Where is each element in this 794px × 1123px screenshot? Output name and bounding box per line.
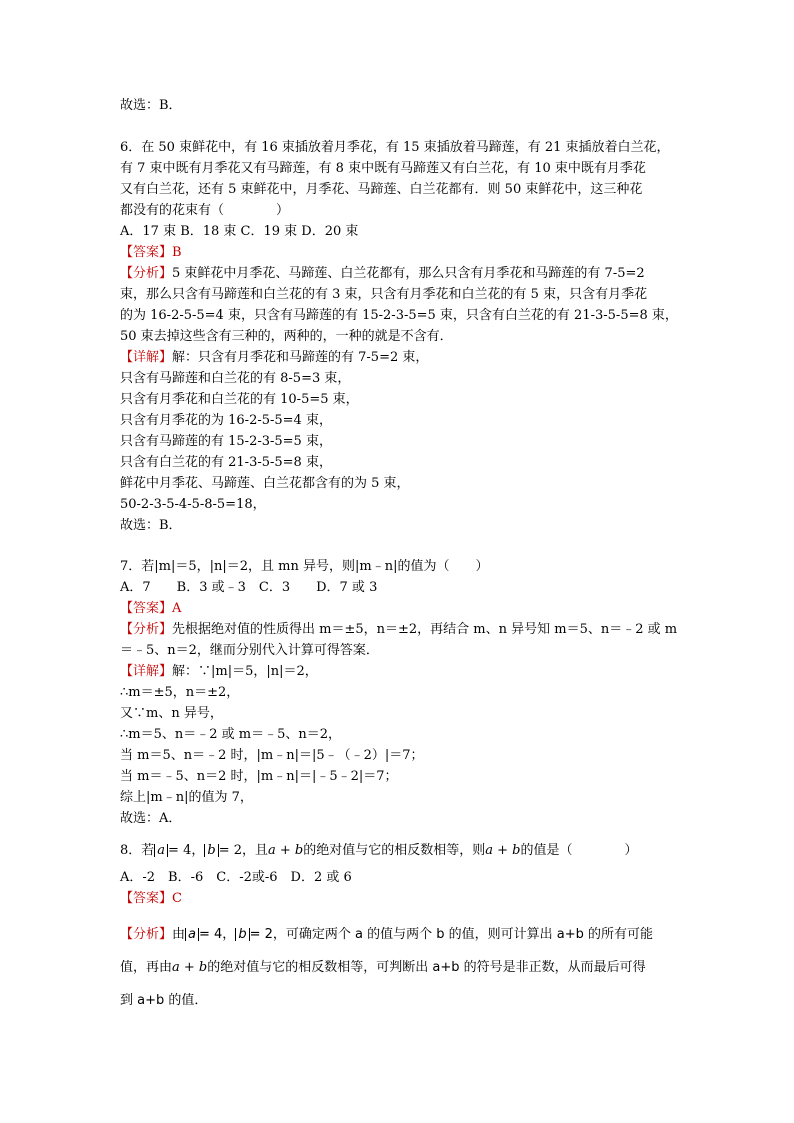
abs-b: b [204, 844, 218, 857]
abs-a: a [154, 844, 168, 857]
question-8-analysis-line-3: 到 a+b 的值． [120, 993, 208, 1008]
question-7-detail-line-1 [120, 662, 318, 682]
analysis-you: 由 [172, 927, 186, 942]
question-6-detail-line-5: 只含有马蹄莲的有 15-2-3-5=5 束， [120, 434, 332, 449]
question-6-line-2: 有 7 束中既有月季花又有马蹄莲，有 8 束中既有马蹄莲又有白兰花，有 10 束中既有月季花 [120, 161, 646, 176]
analysis-text-rest: 的绝对值与它的相反数相等，可判断出 a+b 的符号是非正数，从而最后可得 [207, 960, 646, 975]
question-6-analysis-line-3: 的为 16-2-5-5=4 束，只含有马蹄莲的有 15-2-3-5=5 束，只含有白兰花的有 21-3-5-5=8 束， [120, 308, 678, 323]
question-7-detail-line-6: 当 m＝﹣5、n＝2 时，|m﹣n|＝|﹣5﹣2|＝7； [120, 769, 398, 784]
question-7-analysis-line-2: ＝﹣5、n＝2，继而分别代入计算可得答案． [120, 643, 379, 658]
q8-prefix: 8．若 [120, 843, 155, 858]
question-6-detail-line-6: 只含有白兰花的有 21-3-5-5=8 束， [120, 455, 332, 470]
question-6-detail-line-2: 只含有马蹄莲和白兰花的有 8-5=3 束， [120, 371, 351, 386]
question-6-detail-line-7: 鲜花中月季花、马蹄莲、白兰花都含有的为 5 束， [120, 476, 410, 491]
question-6-analysis-line-2: 束，那么只含有马蹄莲和白兰花的有 3 束，只含有月季花和白兰花的有 5 束，只含有月季花 [120, 287, 648, 302]
question-6-options: A．17 束 B．18 束 C．19 束 D．20 束 [120, 224, 359, 239]
analysis-text: 值，再由 [120, 960, 173, 975]
analysis-tag: 【分析】 [120, 927, 173, 942]
question-6-analysis-line-1 [120, 264, 645, 284]
detail-text: 解：只含有月季花和马蹄莲的有 7-5=2 束， [172, 350, 429, 365]
comma: ， [222, 927, 236, 942]
question-7-detail-line-3: 又∵m、n 异号， [120, 706, 223, 721]
abs-b: b [235, 928, 249, 941]
question-7-line-1: 7．若|m|＝5，|n|＝2，且 mn 异号，则|m﹣n|的值为（ ） [120, 559, 489, 574]
question-7-detail-line-4: ∴m＝5、n＝﹣2 或 m＝﹣5、n＝2， [120, 727, 342, 742]
question-6-detail-line-4: 只含有月季花的为 16-2-5-5=4 束， [120, 413, 332, 428]
question-7-analysis-line-1 [120, 620, 677, 640]
eq-2: = 2 [249, 927, 273, 942]
question-6-line-3: 又有白兰花，还有 5 束鲜花中，月季花、马蹄莲、白兰花都有．则 50 束鲜花中，这三种花 [120, 182, 643, 197]
question-7-options: A．7 B．3 或﹣3 C．3 D．7 或 3 [120, 580, 378, 595]
question-6-detail-line-9: 故选：B． [120, 518, 182, 533]
question-6-line-4: 都没有的花束有（ ） [120, 203, 290, 218]
detail-text: 解：∵|m|＝5，|n|＝2， [172, 664, 318, 679]
question-8-analysis-line-2 [120, 958, 646, 978]
analysis-tag: 【分析】 [120, 266, 173, 281]
eq-4: = 4 [199, 927, 223, 942]
question-8-analysis-line-1 [120, 925, 653, 945]
analysis-tag: 【分析】 [120, 622, 173, 637]
answer-tag: 【答案】 [120, 601, 173, 616]
question-7-answer [120, 599, 181, 619]
question-6-detail-line-1 [120, 348, 428, 368]
comma: ， [191, 843, 205, 858]
question-8-answer: 【答案】C [120, 891, 182, 906]
question-6-analysis-line-4: 50 束去掉这些含有三种的，两种的，一种的就是不含有． [120, 329, 453, 344]
answer-value: A [172, 601, 182, 616]
abs-a: a [185, 928, 199, 941]
detail-tag: 【详解】 [120, 350, 173, 365]
question-6-answer [120, 243, 182, 263]
eq-2: = 2 [218, 843, 242, 858]
analysis-text: 5 束鲜花中月季花、马蹄莲、白兰花都有，那么只含有月季花和马蹄莲的有 7-5=2 [172, 266, 645, 281]
detail-tag: 【详解】 [120, 664, 173, 679]
eq-4: = 4 [168, 843, 192, 858]
analysis-text: ，可确定两个 a 的值与两个 b 的值，则可计算出 a+b 的所有可能 [272, 927, 653, 942]
answer-tag: 【答案】 [120, 245, 173, 260]
answer-value: B [172, 245, 182, 260]
q8-tail: 的值是（ ） [520, 843, 638, 858]
question-6-detail-line-3: 只含有月季花和白兰花的有 10-5=5 束， [120, 392, 359, 407]
a-plus-b-2: a + b [485, 843, 521, 858]
q8-mid2: 的绝对值与它的相反数相等，则 [303, 843, 486, 858]
analysis-text: 先根据绝对值的性质得出 m＝±5，n＝±2，再结合 m、n 异号知 m＝5、n＝﹣2 或 m [172, 622, 678, 637]
question-8-options: A．-2 B．-6 C．-2或-6 D．2 或 6 [120, 870, 352, 885]
question-6-detail-line-8: 50-2-3-5-4-5-8-5=18， [120, 497, 266, 512]
question-7-detail-line-7: 综上|m﹣n|的值为 7， [120, 790, 253, 805]
question-7-detail-line-2: ∴m＝±5，n＝±2， [120, 685, 240, 700]
text-line: 故选：B． [120, 98, 182, 113]
question-7-detail-line-8: 故选：A． [120, 811, 182, 826]
question-7-detail-line-5: 当 m＝5、n＝﹣2 时，|m﹣n|＝|5﹣（﹣2）|＝7； [120, 748, 424, 763]
a-plus-b: a + b [268, 843, 304, 858]
a-plus-b: a + b [172, 960, 208, 975]
q8-mid: ，且 [241, 843, 268, 858]
question-8-line-1 [120, 841, 638, 861]
question-6-line-1: 6．在 50 束鲜花中，有 16 束插放着月季花，有 15 束插放着马蹄莲，有 21 束插放着白兰花， [120, 140, 670, 155]
